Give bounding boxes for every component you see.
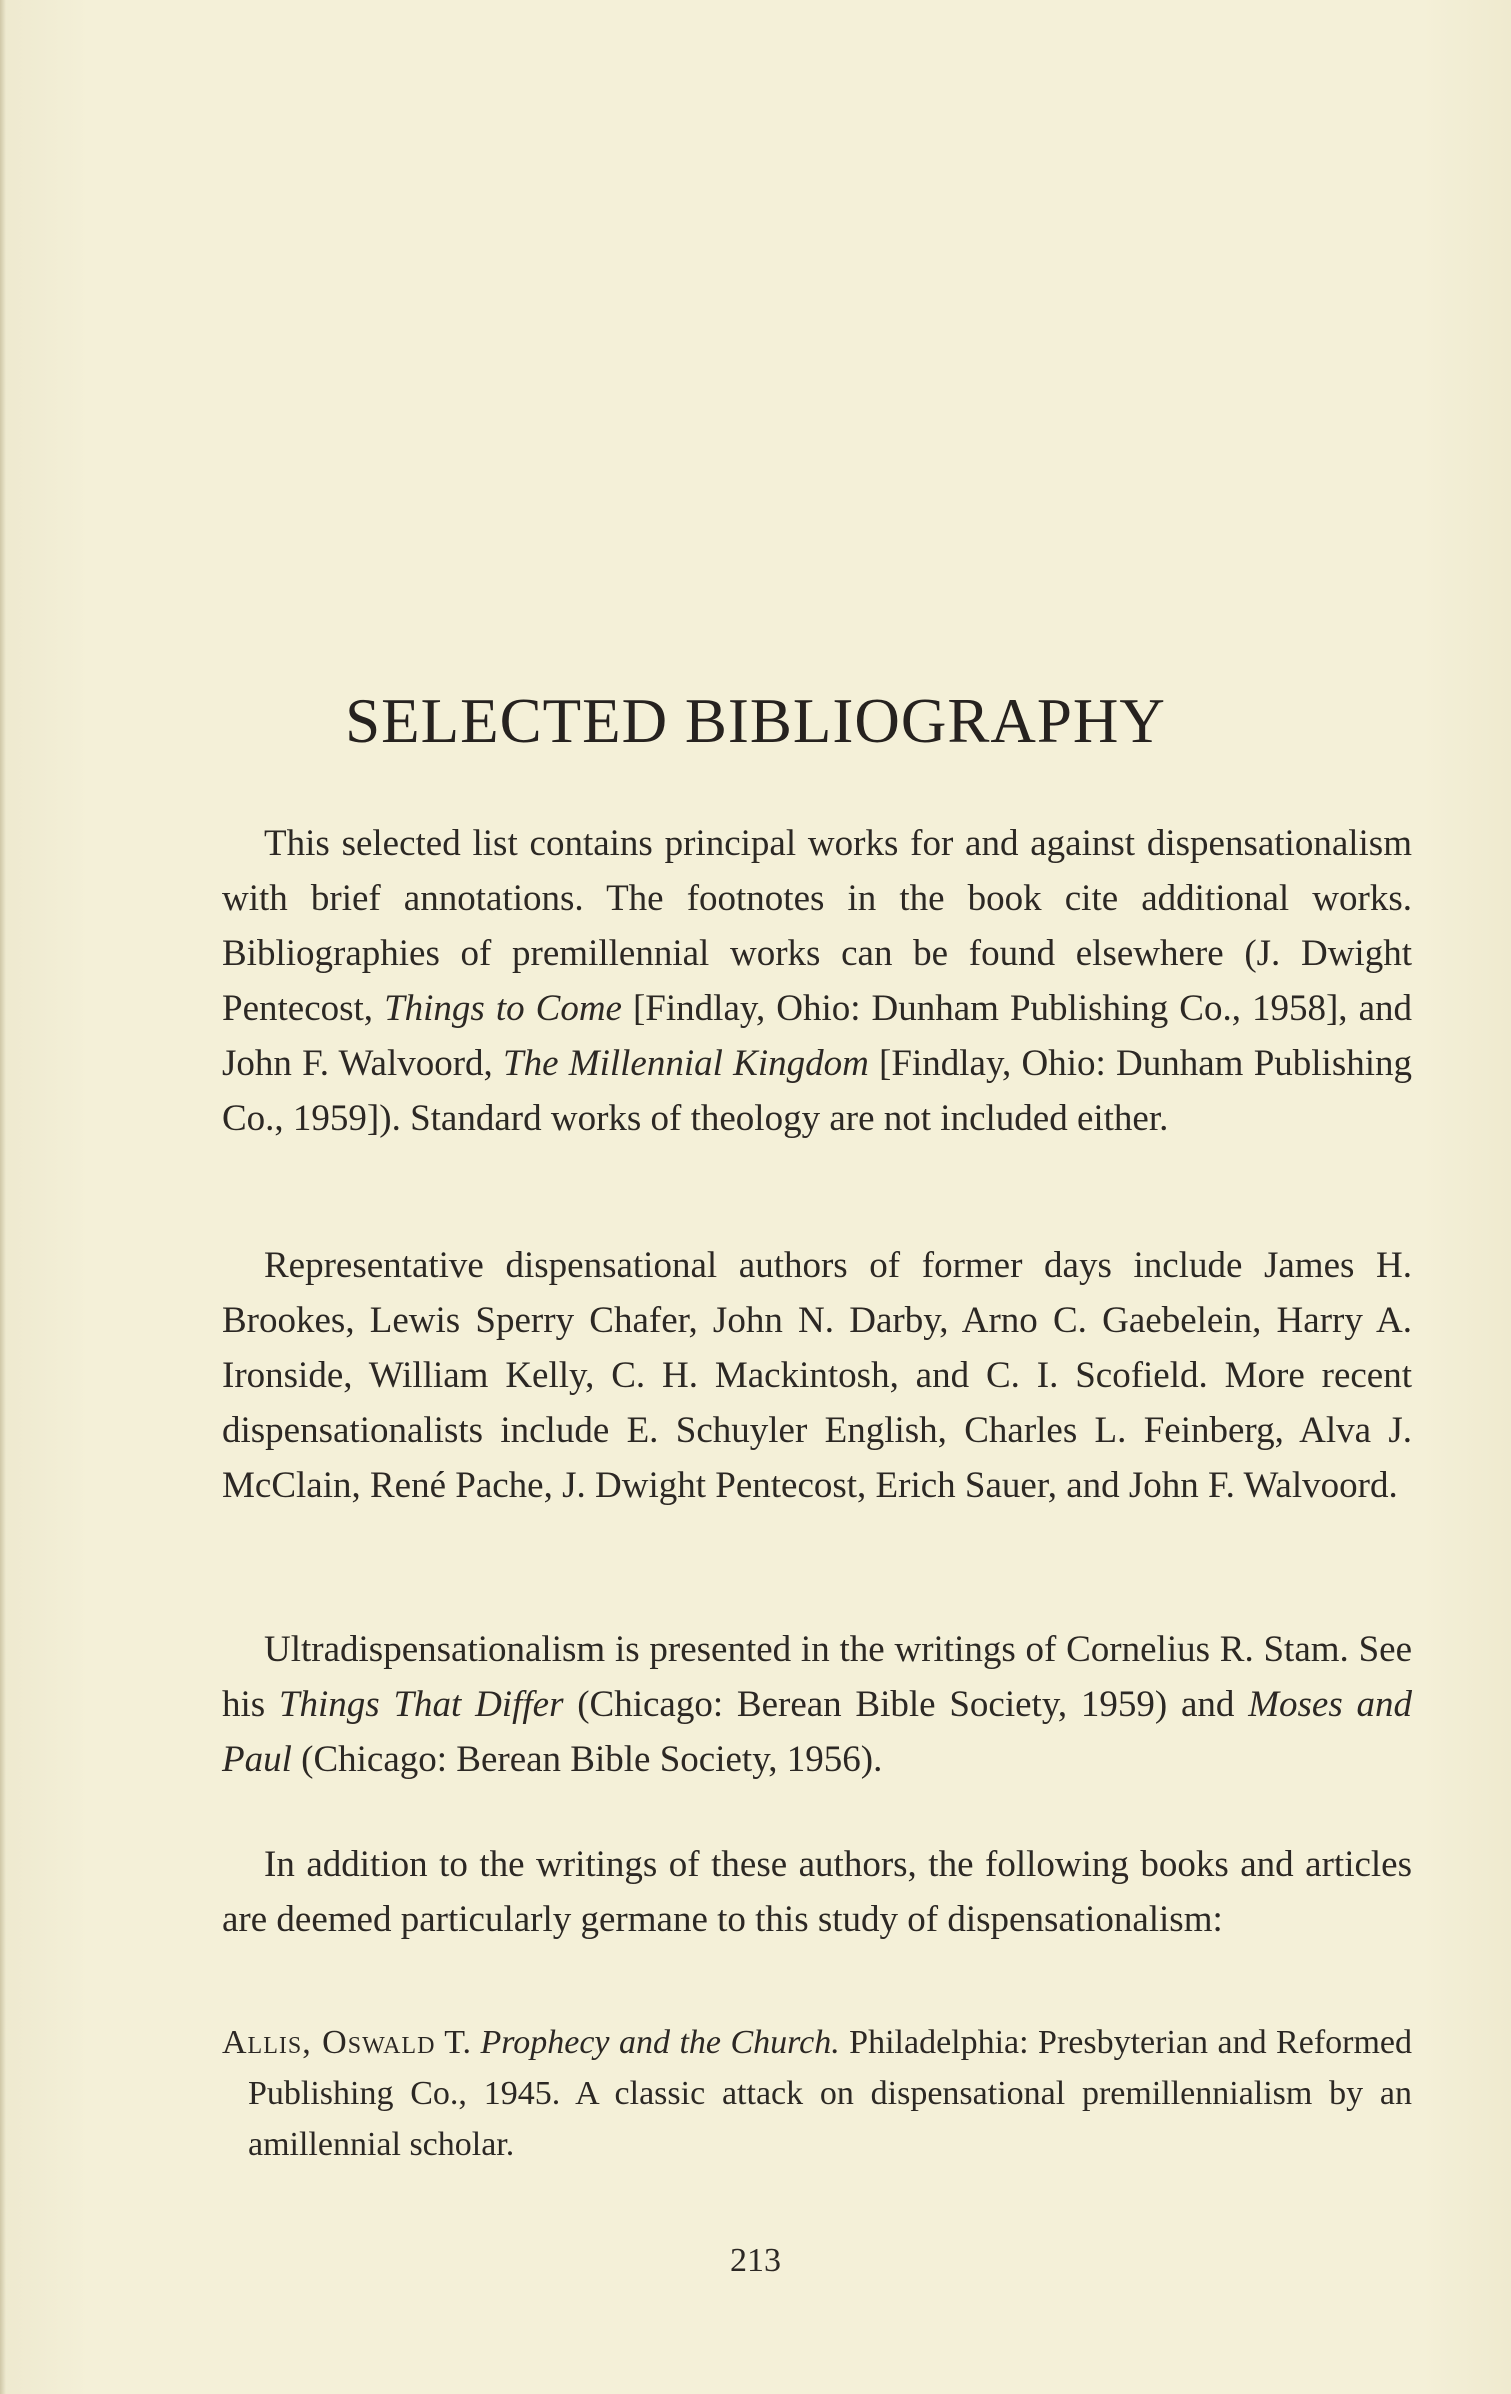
authors-text: Representative dispensational authors of former days include James H. Brookes, Lewis Sperry Chafer, John N. Darby, Arno C. Gaebelein, Harry A. Ironside, William Kelly, C. H. Mackintosh, and C. I. Scofield. More recent dispensationalists include E. Schuyler English, Charles L. Feinberg, Alva J. McClain, René Pache, J. Dwight Pentecost, Erich Sauer, and John F. Walvoord. [222,1245,1412,1506]
bibliography-entry [222,2017,1412,2170]
intro-title-things-to-come: Things to Come [384,988,622,1029]
ultradispensationalism-paragraph [222,1622,1412,1787]
entry-details: Philadelphia: Presbyterian and Reformed Publishing Co., 1945. A classic attack on dispensational premillennialism by an amillennial scholar. [248,2024,1412,2163]
intro-paragraph [222,816,1412,1146]
entry-author-initial: T. [444,2024,472,2061]
ultra-text-1: Ultradispensationalism is presented in the writings of Cornelius R. Stam. See his [222,1629,1412,1725]
germane-paragraph [222,1837,1412,1947]
page-edge-shadow [0,0,6,2394]
ultra-text-3: (Chicago: Berean Bible Society, 1956). [291,1739,883,1780]
page-number: 213 [730,2242,781,2279]
intro-text-1: This selected list contains principal works for and against dispensationalism with brief annotations. The footnotes in the book cite additional works. Bibliographies of premillennial works can be found elsewhere (J. Dwight Pentecost, [222,823,1412,1029]
authors-paragraph [222,1238,1412,1513]
entry-title: Prophecy and the Church. [480,2024,840,2061]
ultra-title-moses-and-paul: Moses and Paul [222,1684,1413,1780]
intro-text-2: [Findlay, Ohio: Dunham Publishing Co., 1958], and John F. Walvoord, [222,988,1412,1084]
entry-author: Allis, Oswald [222,2024,436,2061]
page-heading: SELECTED BIBLIOGRAPHY [345,686,1166,756]
germane-text: In addition to the writings of these authors, the following books and articles are deemed particularly germane to this study of dispensationalism: [222,1844,1412,1940]
ultra-text-2: (Chicago: Berean Bible Society, 1959) and [563,1684,1249,1725]
intro-text-3: [Findlay, Ohio: Dunham Publishing Co., 1959]). Standard works of theology are not included either. [222,1043,1413,1139]
ultra-title-things-that-differ: Things That Differ [278,1684,564,1725]
intro-title-millennial-kingdom: The Millennial Kingdom [503,1043,869,1084]
